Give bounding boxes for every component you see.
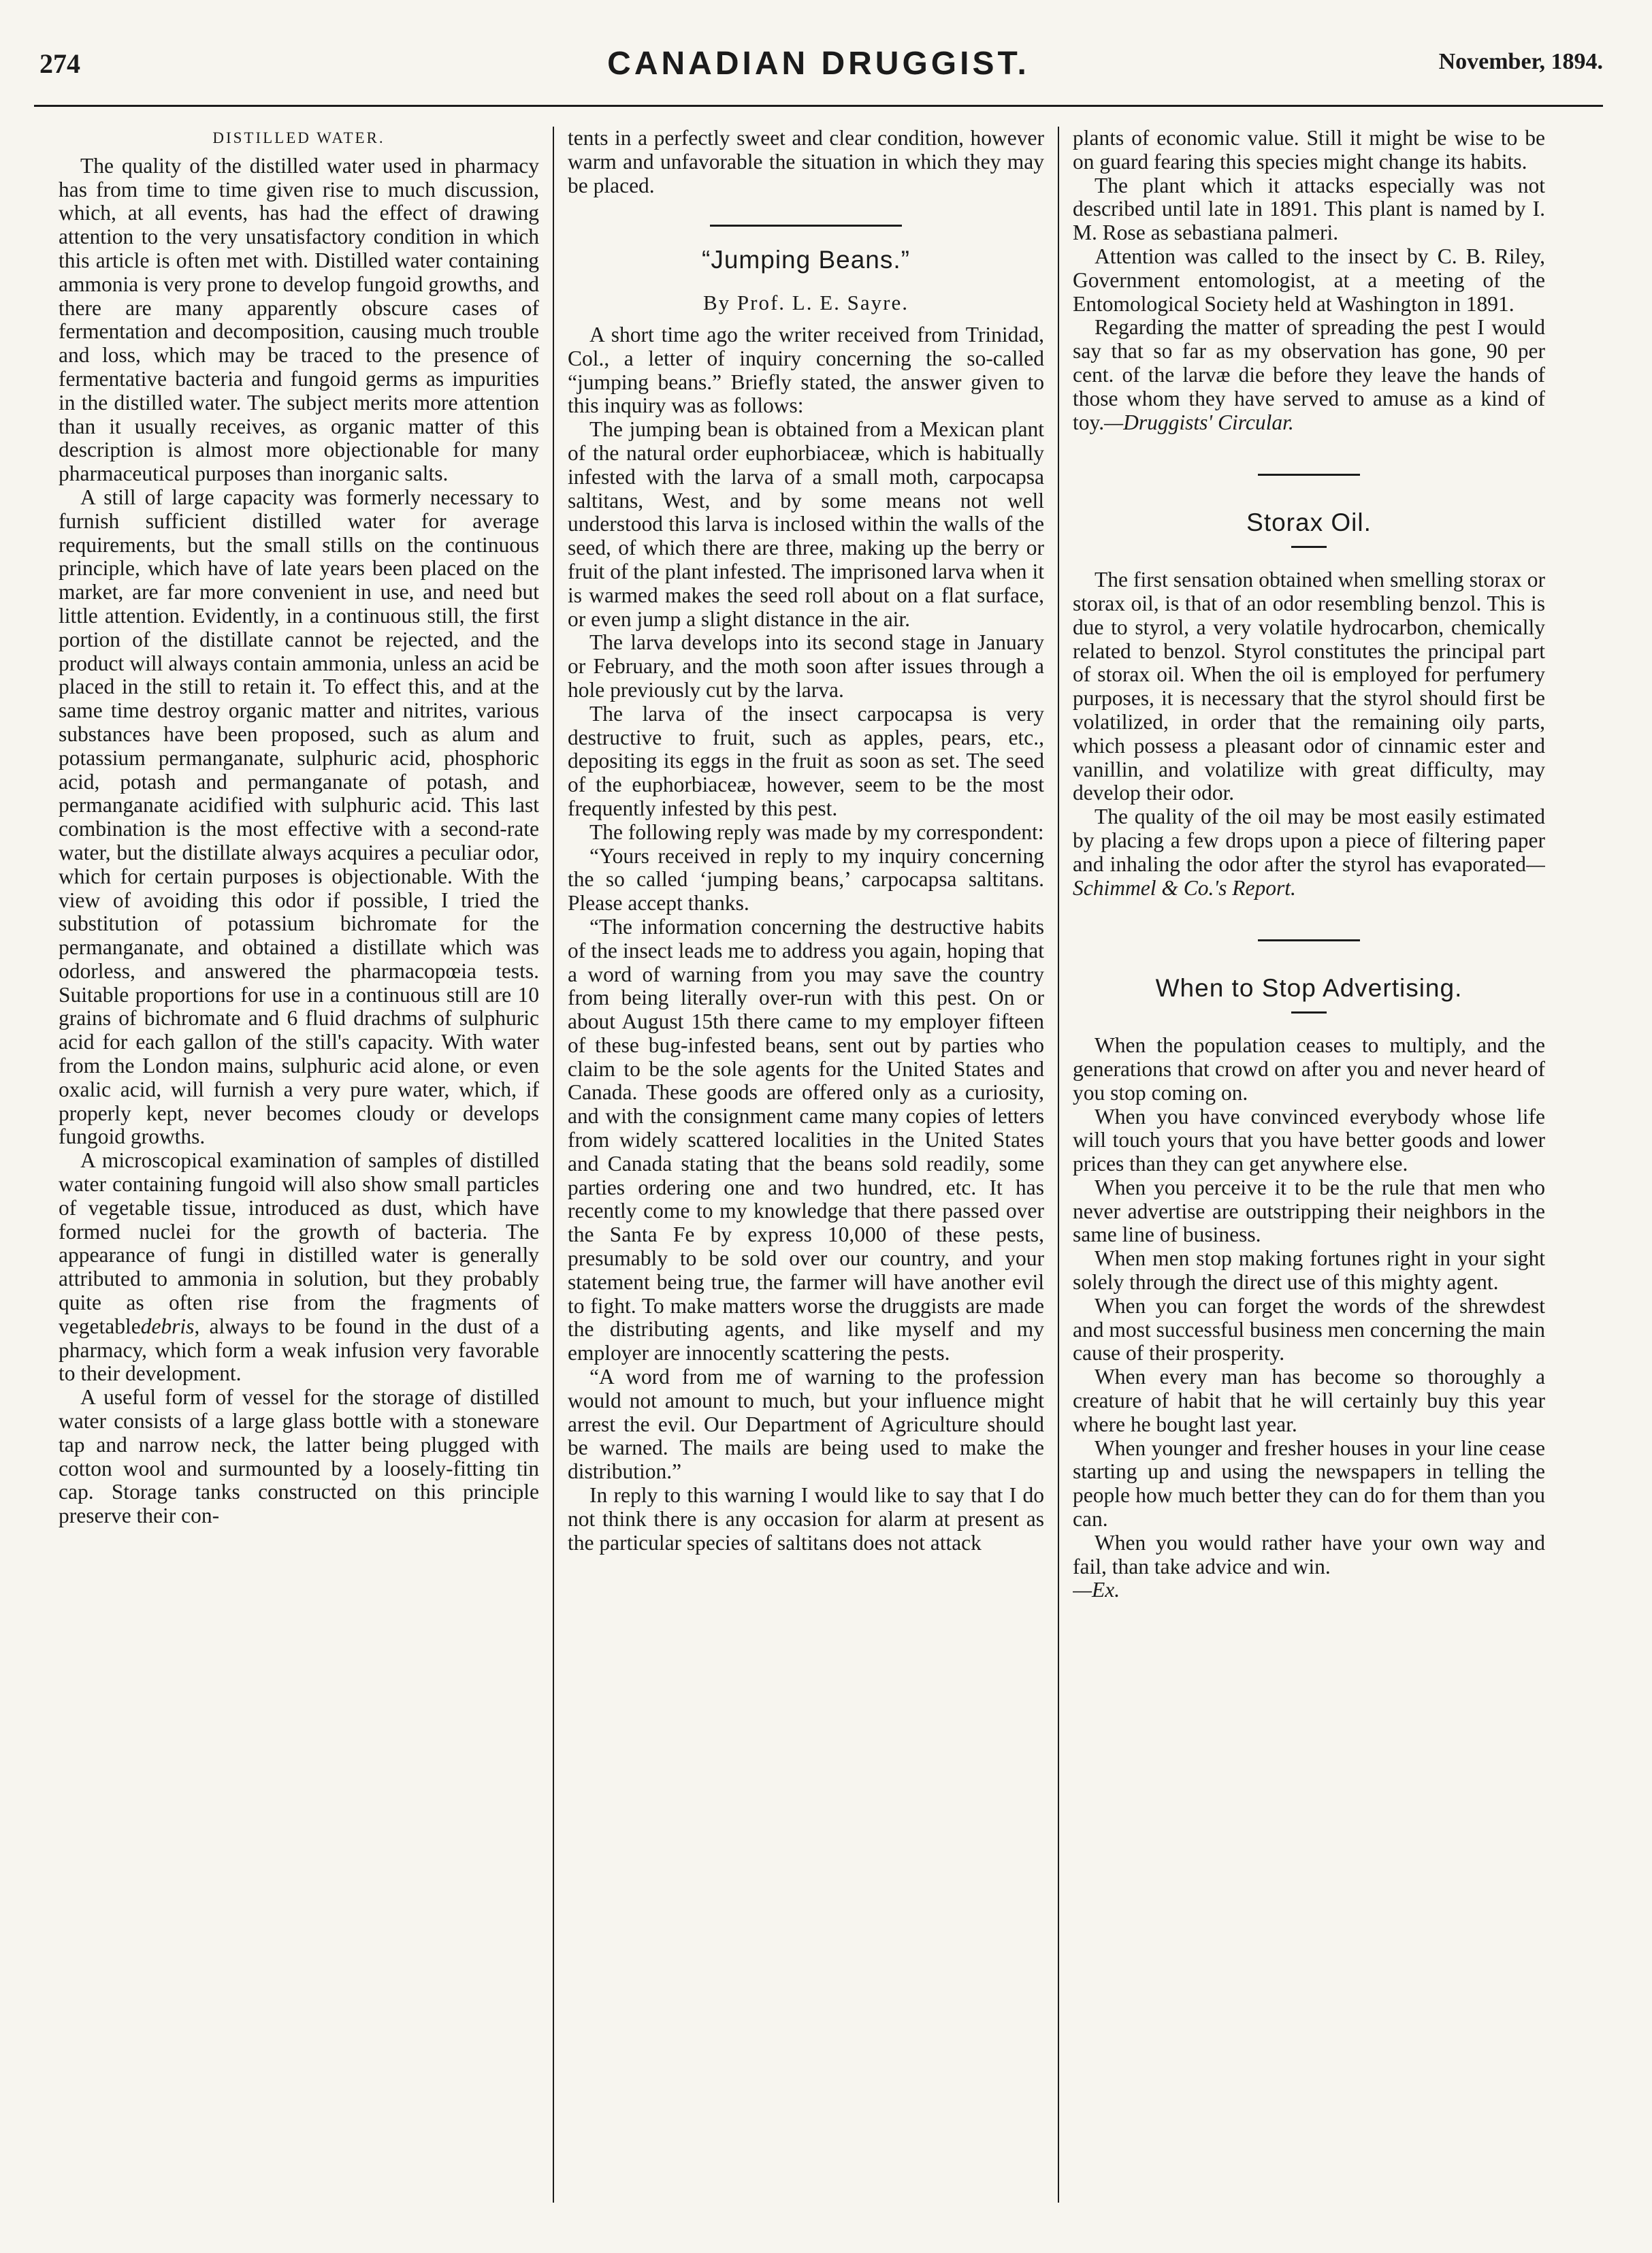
paragraph: Attention was called to the insect by C. B. Riley, Government entomologist, at a meeting of the Entomological Society held at Washington in 1891. [1073, 244, 1545, 316]
separator-rule [710, 225, 902, 227]
paragraph: The larva develops into its second stage in January or February, and the moth soon after issues through a hole previously cut by the larva. [568, 630, 1044, 702]
continuation-paragraph: plants of economic value. Still it might be wise to be on guard fearing this species might change its habits. [1073, 127, 1545, 174]
italic-word: debris [140, 1314, 195, 1338]
column-3 [1073, 127, 1545, 2209]
paragraph-text: , always to be found in the dust of a pharmacy, which form a weak infusion very favorable to their development. [59, 1314, 539, 1386]
paragraph-text: Regarding the matter of spreading the pest I would say that so far as my observation has gone, 90 per cent. of the larvæ die before they leave the hands of those whom they have served to amuse as a kind of toy. [1073, 315, 1545, 434]
paragraph: When the population ceases to multiply, and the generations that crowd on after you and never heard of you stop coming on. [1073, 1033, 1545, 1105]
paragraph: A short time ago the writer received from Trinidad, Col., a letter of inquiry concerning the so-called “jumping beans.” Briefly stated, the answer given to this inquiry was as follows: [568, 322, 1044, 418]
paragraph: In reply to this warning I would like to say that I do not think there is any occasion for alarm at present as the particular species of saltitans does not attack [568, 1483, 1044, 1555]
header-rule [34, 105, 1603, 107]
paragraph: A still of large capacity was formerly necessary to furnish sufficient distilled water for average requirements, but the small stills on the continuous principle, which have of late years been placed on the market, are far more convenient in use, and need but little attention. Evidently, in a continuous still, the first portion of the distillate cannot be rejected, and the product will always contain ammonia, unless an acid be placed in the still to retain it. To effect this, and at the same time destroy organic matter and nitrites, various substances have been proposed, such as alum and potassium permanganate, sulphuric acid, phosphoric acid, potash and permanganate of potash, and permanganate acidified with sulphuric acid. This last combination is the most effective with a second-rate water, but the distillate always acquires a peculiar odor, which for certain purposes is objectionable. With the view of avoiding this odor if possible, I tried the substitution of potassium bichromate for the permanganate, and obtained a distillate which was odorless, and answered the pharmacopœia tests. Suitable proportions for use in a continuous still are 10 grains of bichromate and 6 fluid drachms of sulphuric acid for each gallon of the still's capacity. With water from the London mains, sulphuric acid alone, or even oxalic acid, will furnish a very pure water, which, if properly kept, never becomes cloudy or develops fungoid growths. [59, 485, 539, 1149]
page-number: 274 [39, 48, 80, 79]
separator-rule [1258, 474, 1360, 476]
separator-rule [1258, 939, 1360, 941]
paragraph-text: The quality of the oil may be most easily estimated by placing a few drops upon a piece of filtering paper and inhaling the odor after the styrol has evaporated [1073, 805, 1545, 876]
journal-title: CANADIAN DRUGGIST. [607, 46, 1030, 82]
paragraph-text: A microscopical examination of samples of distilled water containing fungoid will also show small particles of vegetable tissue, introduced as dust, which have formed nuclei for the growth of bacteria. The appearance of fungi in distilled water is generally attributed to ammonia in solution, but they probably quite as often rise from the fragments of vegetable [59, 1148, 539, 1338]
issue-date: November, 1894. [1438, 49, 1603, 74]
paragraph [1073, 805, 1545, 900]
article-title-storax-oil: Storax Oil. [1246, 508, 1372, 537]
paragraph: The jumping bean is obtained from a Mexican plant of the natural order euphorbiaceæ, which is habitually infested with the larva of a small moth, carpocapsa saltitans, West, and by some means not well understood this larva is inclosed within the walls of the seed, of which there are three, making up the berry or fruit of the plant infested. The imprisoned larva when it is warmed makes the seed roll about on a flat surface, or even jump a slight distance in the air. [568, 417, 1044, 631]
article-title-jumping-beans: “Jumping Beans.” [702, 246, 910, 274]
separator-rule-short [1291, 1011, 1327, 1014]
paragraph: The first sensation obtained when smelling storax or storax oil, is that of an odor resembling benzol. This is due to styrol, a very volatile hydrocarbon, chemically related to benzol. Styrol constitutes the principal part of storax oil. When the oil is employed for perfumery purposes, it is necessary that the styrol should first be volatilized, in order that the remaining oily parts, which possess a pleasant odor of cinnamic ester and vanillin, and volatilize with great difficulty, may develop their odor. [1073, 568, 1545, 805]
byline: By Prof. L. E. Sayre. [702, 291, 909, 315]
paragraph: “A word from me of warning to the profession would not amount to much, but your influence might arrest the evil. Our Department of Agriculture should be warned. The mails are being used to make the distribution.” [568, 1365, 1044, 1484]
paragraph: When you can forget the words of the shrewdest and most successful business men concerning the main cause of their prosperity. [1073, 1293, 1545, 1365]
source-citation-line [1073, 1578, 1545, 1602]
source-citation: —Schimmel & Co.'s Report. [1073, 852, 1545, 900]
column-divider-2 [1058, 127, 1059, 2203]
paragraph [59, 1149, 539, 1386]
paragraph: “Yours received in reply to my inquiry concerning the so called ‘jumping beans,’ carpocapsa saltitans. Please accept thanks. [568, 843, 1044, 915]
column-divider-1 [553, 127, 554, 2203]
page-header [34, 45, 1603, 86]
paragraph [1073, 316, 1545, 434]
source-citation: —Druggists' Circular. [1104, 410, 1294, 434]
paragraph: “The information concerning the destructive habits of the insect leads me to address you again, hoping that a word of warning from you may save the country from being literally over-run with this pest. On or about August 15th there came to my employer fifteen of these bug-infested beans, sent out by parties who claim to be the sole agents for the United States and Canada. These goods are offered only as a curiosity, and with the consignment came many copies of letters from widely scattered localities in the United States and Canada stating that the beans sold readily, some parties ordering one and two hundred, etc. It has recently come to my knowledge that there passed over the Santa Fe by express 10,000 of these pests, presumably to be sold over our country, and your statement being true, the farmer will have another evil to fight. To make matters worse the druggists are made the distributing agents, and like myself and my employer are innocently scattering the pests. [568, 914, 1044, 1365]
column-1 [59, 127, 539, 2209]
paragraph: A useful form of vessel for the storage of distilled water consists of a large glass bottle with a stoneware tap and narrow neck, the latter being plugged with cotton wool and surmounted by a loosely-fitting tin cap. Storage tanks constructed on this principle preserve their con- [59, 1385, 539, 1528]
paragraph: When every man has become so thoroughly a creature of habit that he will certainly buy this year where he bought last year. [1073, 1365, 1545, 1436]
paragraph: When you would rather have your own way and fail, than take advice and win. [1073, 1530, 1545, 1578]
paragraph: When you perceive it to be the rule that men who never advertise are outstripping their neighbors in the same line of business. [1073, 1175, 1545, 1247]
section-title-distilled-water: DISTILLED WATER. [212, 129, 385, 146]
paragraph: When younger and fresher houses in your line cease starting up and using the newspapers in telling the people how much better they can do for them than you can. [1073, 1436, 1545, 1531]
article-title-when-to-stop-advertising: When to Stop Advertising. [1155, 974, 1463, 1003]
continuation-paragraph: tents in a perfectly sweet and clear condition, however warm and unfavorable the situation in which they may be placed. [568, 127, 1044, 197]
column-2 [568, 127, 1044, 2209]
paragraph: The larva of the insect carpocapsa is very destructive to fruit, such as apples, pears, etc., depositing its eggs in the fruit as soon as set. The seed of the euphorbiaceæ, however, seem to be the most frequently infested by this pest. [568, 701, 1044, 820]
paragraph: The quality of the distilled water used in pharmacy has from time to time given rise to much discussion, which, at all events, has had the effect of drawing attention to the very unsatisfactory condition in which this article is often met with. Distilled water containing ammonia is very prone to develop fungoid growths, and there are many apparently obscure cases of fermentation and decomposition, causing much trouble and loss, which may be traced to the presence of fermentative bacteria and fungoid germs as impurities in the distilled water. The subject merits more attention than it usually receives, as organic matter of this description is almost more objectionable for many pharmaceutical purposes than inorganic salts. [59, 153, 539, 486]
paragraph: When you have convinced everybody whose life will touch yours that you have better goods and lower prices than they can get anywhere else. [1073, 1104, 1545, 1176]
paragraph: When men stop making fortunes right in your sight solely through the direct use of this mighty agent. [1073, 1246, 1545, 1295]
paragraph: The plant which it attacks especially was not described until late in 1891. This plant is named by I. M. Rose as sebastiana palmeri. [1073, 173, 1545, 245]
source-citation: —Ex. [1073, 1578, 1120, 1602]
paragraph: The following reply was made by my correspondent: [589, 820, 1044, 844]
separator-rule-short [1291, 546, 1327, 548]
